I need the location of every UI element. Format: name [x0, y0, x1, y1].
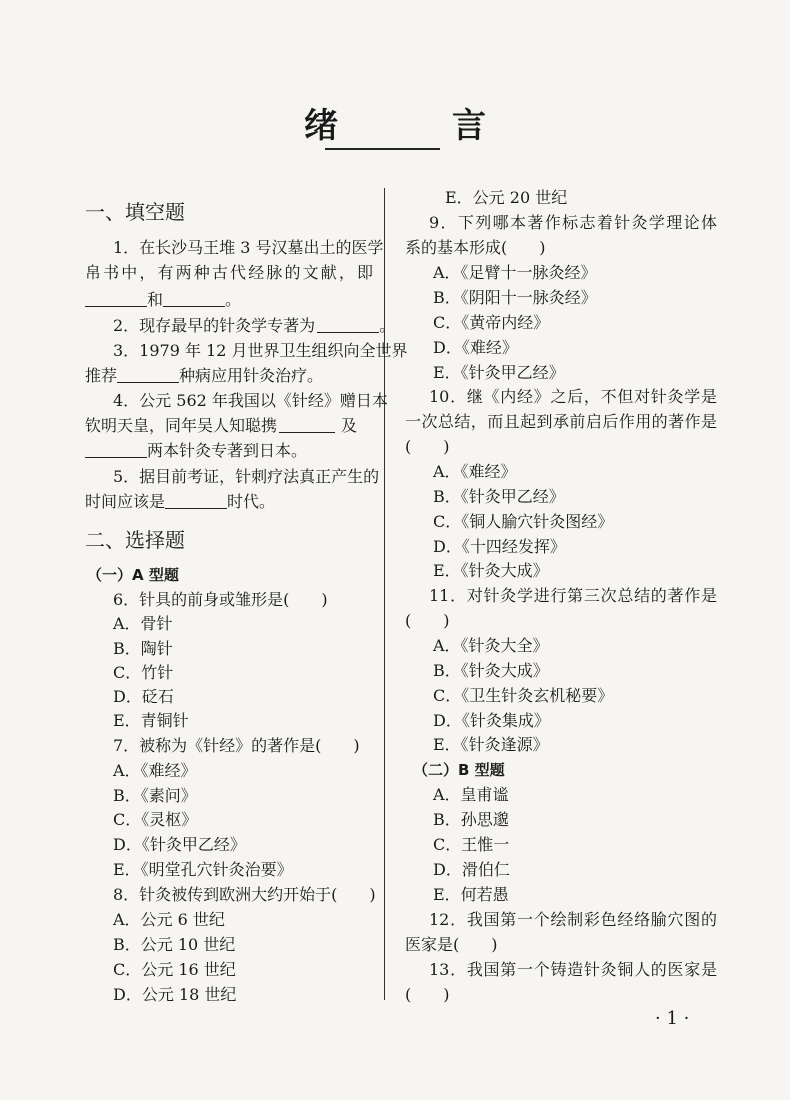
- q10-option-e[interactable]: E．《针灸大成》: [433, 561, 549, 580]
- q9-option-c[interactable]: C．《黄帝内经》: [433, 313, 550, 332]
- q6-stem: 6．针具的前身或雏形是( ): [113, 590, 328, 609]
- page-title: 绪 言: [304, 106, 526, 146]
- q9-option-d[interactable]: D．《难经》: [433, 338, 518, 357]
- q6-option-c[interactable]: C．竹针: [113, 663, 174, 682]
- q9-stem-line1: 9．下列哪本著作标志着针灸学理论体: [429, 213, 717, 232]
- q10-option-d[interactable]: D．《十四经发挥》: [433, 537, 566, 556]
- q6-option-b[interactable]: B．陶针: [113, 639, 173, 658]
- q10-stem-line2: 一次总结，而且起到承前启后作用的著作是: [405, 412, 717, 431]
- answer-blank[interactable]: [317, 316, 379, 333]
- answer-blank[interactable]: [85, 441, 147, 458]
- q11-stem-line1: 11．对针灸学进行第三次总结的著作是: [429, 586, 717, 605]
- q11-stem-line2: ( ): [405, 611, 450, 630]
- q7-stem: 7．被称为《针经》的著作是( ): [113, 736, 360, 755]
- column-divider: [384, 188, 385, 1000]
- q10-stem-line1: 10．继《内经》之后，不但对针灸学是: [429, 387, 717, 406]
- q4-line1: 4．公元 562 年我国以《针经》赠日本: [113, 391, 388, 410]
- q7-option-c[interactable]: C．《灵枢》: [113, 810, 198, 829]
- q8-option-e[interactable]: E．公元 20 世纪: [445, 188, 568, 207]
- q1-line3: 和 。: [85, 288, 241, 312]
- q3-line1: 3．1979 年 12 月世界卫生组织向全世界: [113, 341, 408, 360]
- q10-option-c[interactable]: C．《铜人腧穴针灸图经》: [433, 512, 614, 531]
- type-b-option-d[interactable]: D．滑伯仁: [433, 860, 510, 879]
- answer-blank[interactable]: [117, 366, 179, 383]
- q8-option-d[interactable]: D．公元 18 世纪: [113, 985, 237, 1004]
- q6-option-a[interactable]: A．骨针: [113, 614, 173, 633]
- q7-option-b[interactable]: B．《素问》: [113, 786, 197, 805]
- q10-stem-line3: ( ): [405, 437, 450, 456]
- subheading-type-b: （二）B 型题: [413, 761, 505, 779]
- q4-line3: 两本针灸专著到日本。: [85, 439, 307, 463]
- q10-option-b[interactable]: B．《针灸甲乙经》: [433, 487, 565, 506]
- q1-line2: 帛书中，有两种古代经脉的文献，即: [85, 263, 373, 282]
- q13-stem-line2: ( ): [405, 985, 450, 1004]
- q8-option-c[interactable]: C．公元 16 世纪: [113, 960, 236, 979]
- q6-option-d[interactable]: D．砭石: [113, 687, 174, 706]
- q11-option-e[interactable]: E．《针灸逢源》: [433, 735, 549, 754]
- q1-line1: 1．在长沙马王堆 3 号汉墓出土的医学: [113, 238, 384, 257]
- q12-stem-line2: 医家是( ): [405, 935, 498, 954]
- q11-option-a[interactable]: A．《针灸大全》: [433, 636, 549, 655]
- q7-option-d[interactable]: D．《针灸甲乙经》: [113, 835, 246, 854]
- q7-option-a[interactable]: A．《难经》: [113, 761, 197, 780]
- title-underline: [325, 148, 440, 150]
- q8-option-a[interactable]: A．公元 6 世纪: [113, 910, 225, 929]
- q2-line1: 2．现存最早的针灸学专著为 。: [113, 316, 396, 335]
- q12-stem-line1: 12．我国第一个绘制彩色经络腧穴图的: [429, 910, 717, 929]
- q9-stem-line2: 系的基本形成( ): [405, 238, 546, 257]
- q9-option-a[interactable]: A．《足臂十一脉灸经》: [433, 263, 597, 282]
- q3-line2: 推荐 种病应用针灸治疗。: [85, 366, 324, 385]
- q11-option-c[interactable]: C．《卫生针灸玄机秘要》: [433, 686, 614, 705]
- q9-option-e[interactable]: E．《针灸甲乙经》: [433, 363, 565, 382]
- q10-option-a[interactable]: A．《难经》: [433, 462, 517, 481]
- answer-blank[interactable]: [279, 416, 335, 433]
- q4-line2: 钦明天皇，同年吴人知聪携 及: [85, 416, 358, 435]
- q8-stem: 8．针灸被传到欧洲大约开始于( ): [113, 885, 376, 904]
- q9-option-b[interactable]: B．《阴阳十一脉灸经》: [433, 288, 597, 307]
- q5-line2: 时间应该是 时代。: [85, 492, 276, 511]
- q8-option-b[interactable]: B．公元 10 世纪: [113, 935, 236, 954]
- subheading-type-a: （一）A 型题: [87, 566, 179, 584]
- type-b-option-c[interactable]: C．王惟一: [433, 835, 510, 854]
- type-b-option-e[interactable]: E．何若愚: [433, 885, 509, 904]
- q13-stem-line1: 13．我国第一个铸造针灸铜人的医家是: [429, 960, 717, 979]
- section-heading-choice: 二、选择题: [85, 528, 185, 552]
- q5-line1: 5．据目前考证，针刺疗法真正产生的: [113, 467, 380, 486]
- q11-option-b[interactable]: B．《针灸大成》: [433, 661, 549, 680]
- answer-blank[interactable]: [165, 492, 227, 509]
- page-number: · 1 ·: [655, 1008, 690, 1029]
- answer-blank[interactable]: [163, 290, 225, 307]
- q7-option-e[interactable]: E．《明堂孔穴针灸治要》: [113, 860, 293, 879]
- q6-option-e[interactable]: E．青铜针: [113, 711, 189, 730]
- section-heading-fill-blank: 一、填空题: [85, 200, 185, 224]
- answer-blank[interactable]: [85, 290, 147, 307]
- q11-option-d[interactable]: D．《针灸集成》: [433, 711, 550, 730]
- type-b-option-b[interactable]: B．孙思邈: [433, 810, 509, 829]
- type-b-option-a[interactable]: A．皇甫谧: [433, 785, 509, 804]
